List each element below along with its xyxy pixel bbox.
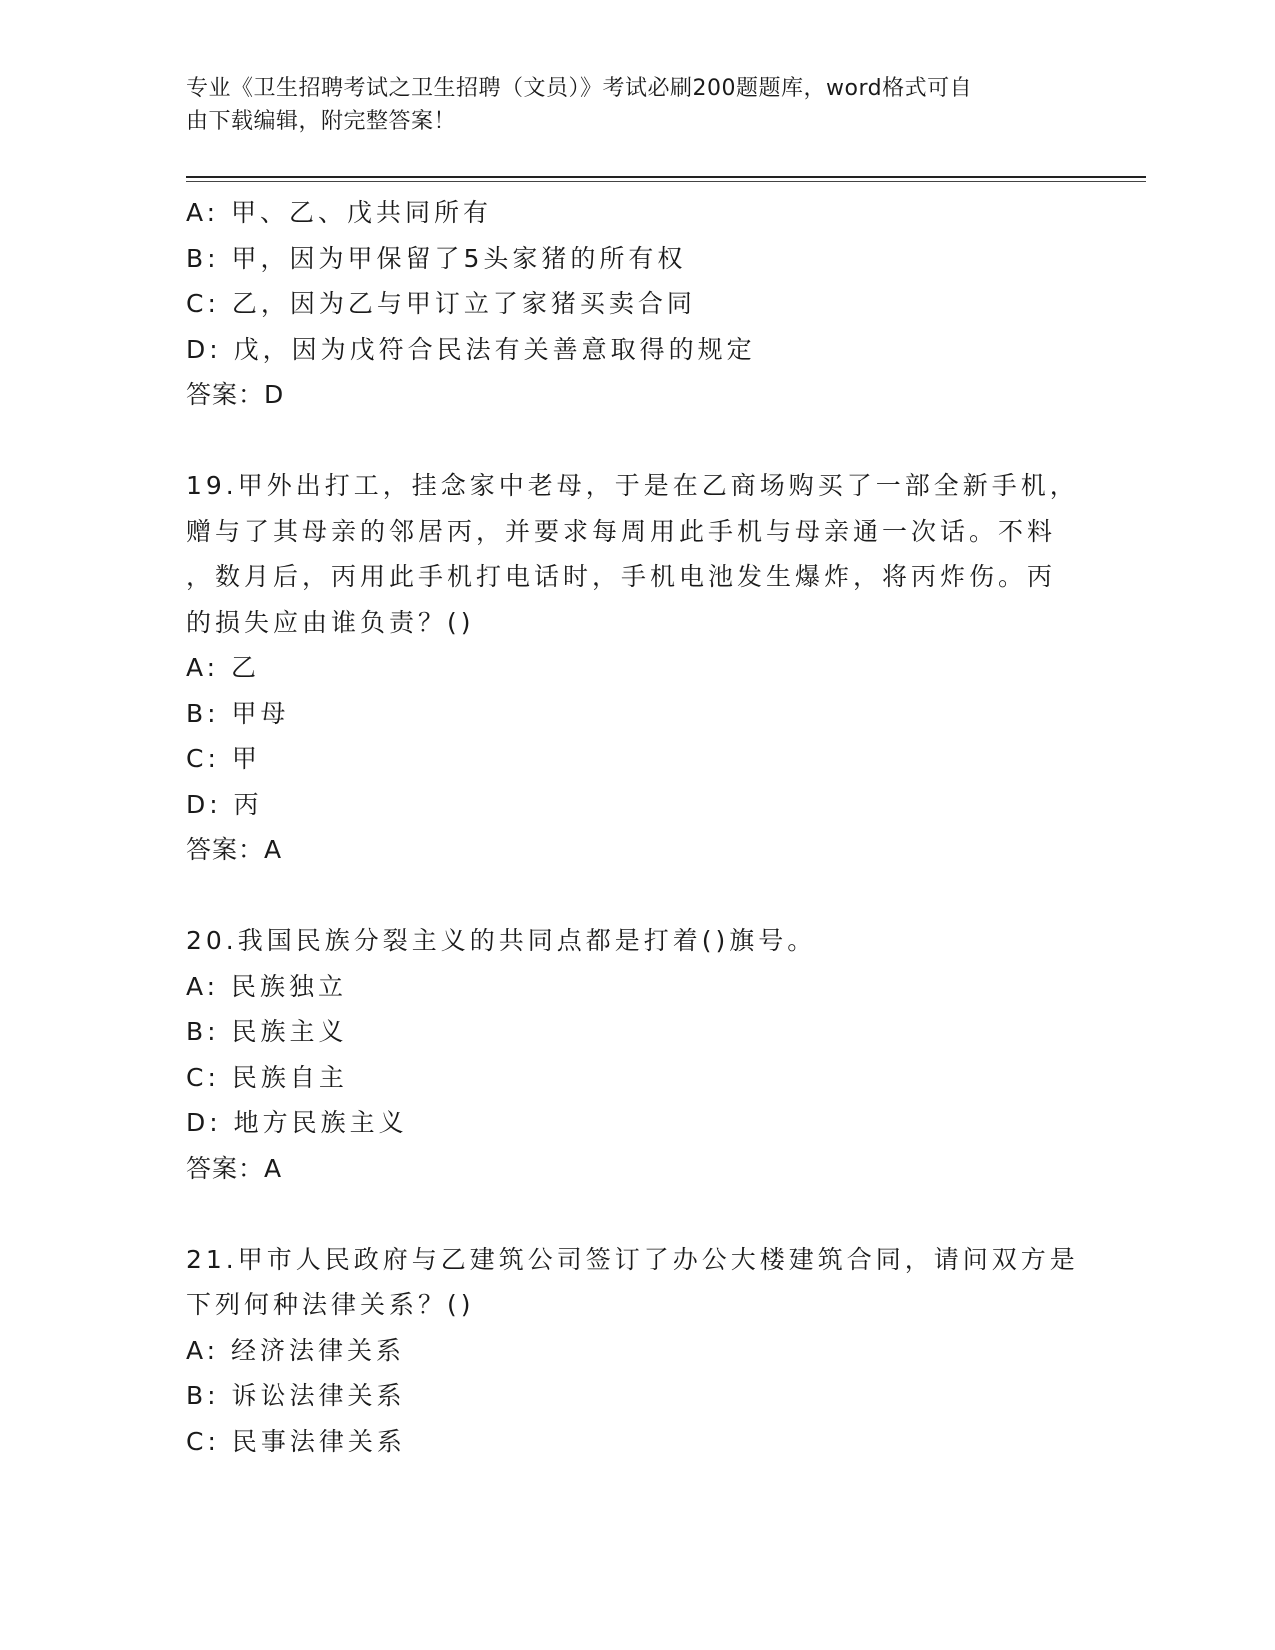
answer: 答案：A xyxy=(186,835,283,864)
document-header xyxy=(186,72,1066,138)
header-divider-thick xyxy=(186,176,1146,178)
option-a: A: 乙 xyxy=(186,653,261,682)
question-text-line: 19.甲外出打工，挂念家中老母，于是在乙商场购买了一部全新手机， xyxy=(186,471,1079,500)
question-19-block xyxy=(186,463,1086,873)
option-d: D: 丙 xyxy=(186,789,263,819)
question-text-line: ，数月后，丙用此手机打电话时，手机电池发生爆炸，将丙炸伤。丙 xyxy=(186,562,1057,591)
option-b: B: 甲母 xyxy=(186,698,290,728)
question-text-line: 下列何种法律关系？() xyxy=(186,1290,475,1319)
option-b: B: 诉讼法律关系 xyxy=(186,1381,406,1410)
header-line-1: 专业《卫生招聘考试之卫生招聘（文员）》考试必刷200题题库，word格式可自 xyxy=(186,76,973,101)
question-content xyxy=(186,190,1086,1464)
question-text-line: 的损失应由谁负责？() xyxy=(186,607,475,637)
spacer xyxy=(186,1191,1086,1237)
spacer xyxy=(186,873,1086,919)
header-line-2: 由下载编辑，附完整答案！ xyxy=(186,109,457,134)
option-b: B: 甲，因为甲保留了5头家猪的所有权 xyxy=(186,243,687,273)
option-a: A: 甲、乙、戊共同所有 xyxy=(186,198,493,227)
answer: 答案：D xyxy=(186,380,285,409)
question-18-block xyxy=(186,190,1086,418)
header-divider-thin xyxy=(186,181,1146,182)
option-c: C: 甲 xyxy=(186,744,261,773)
option-d: D: 戊，因为戊符合民法有关善意取得的规定 xyxy=(186,334,756,364)
question-20-block xyxy=(186,918,1086,1191)
question-text-line: 赠与了其母亲的邻居丙，并要求每周用此手机与母亲通一次话。不料 xyxy=(186,516,1057,546)
option-c: C: 乙，因为乙与甲订立了家猪买卖合同 xyxy=(186,289,696,318)
question-text-line: 20.我国民族分裂主义的共同点都是打着()旗号。 xyxy=(186,926,817,955)
option-a: A: 民族独立 xyxy=(186,971,348,1001)
spacer xyxy=(186,418,1086,464)
question-text-line: 21.甲市人民政府与乙建筑公司签订了办公大楼建筑合同，请问双方是 xyxy=(186,1244,1079,1274)
option-c: C: 民族自主 xyxy=(186,1062,348,1092)
option-a: A: 经济法律关系 xyxy=(186,1335,406,1365)
question-21-block xyxy=(186,1237,1086,1465)
option-d: D: 地方民族主义 xyxy=(186,1108,408,1137)
option-b: B: 民族主义 xyxy=(186,1017,348,1046)
option-c: C: 民事法律关系 xyxy=(186,1426,406,1456)
answer: 答案：A xyxy=(186,1153,283,1183)
